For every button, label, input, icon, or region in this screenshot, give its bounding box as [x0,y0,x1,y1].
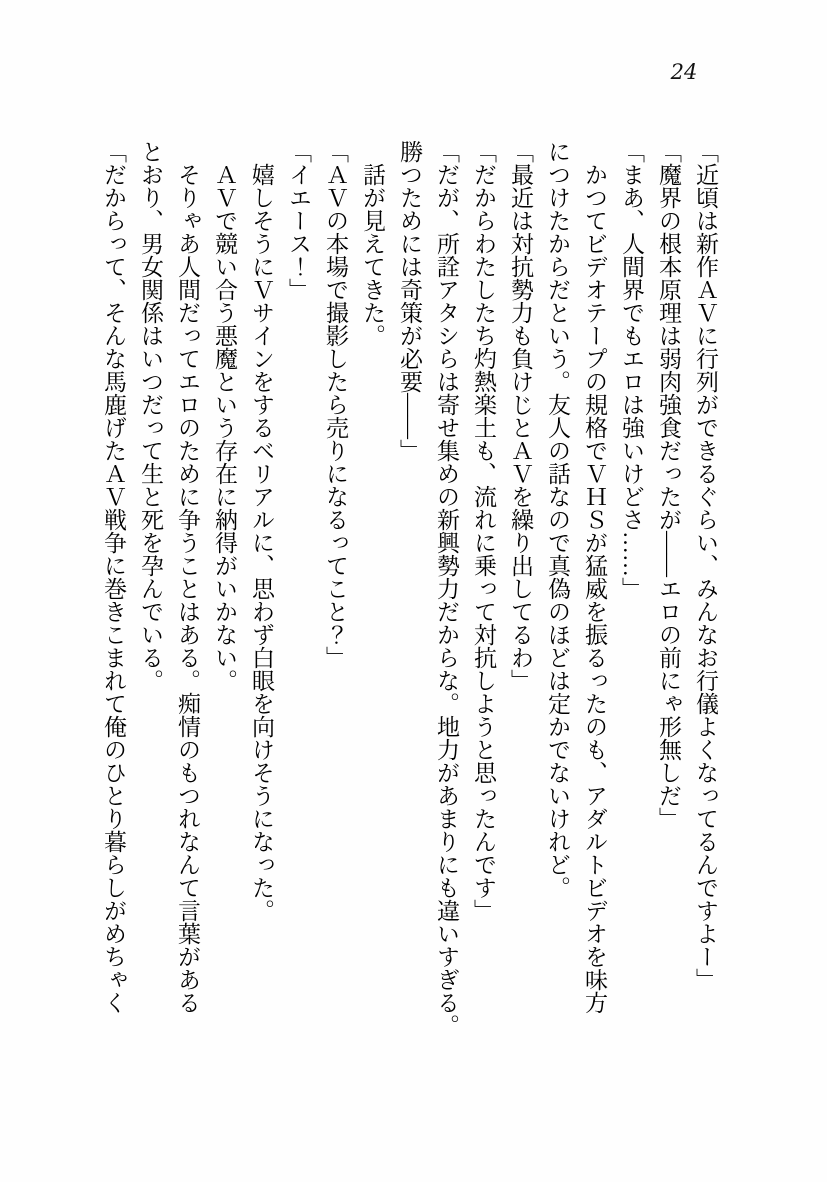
text-line: 「だからって、そんな馬鹿げたＡＶ戦争に巻きこまれて俺のひとり暮らしがめちゃく [101,140,126,1014]
text-line: 「だからわたしたち灼熱楽土も、流れに乗って対抗しようと思ったんです」 [471,140,496,922]
text-line: 「近頃は新作ＡＶに行列ができるぐらい、みんなお行儀よくなってるんですよー」 [693,140,718,991]
text-line: 勝つためには奇策が必要――」 [397,140,422,462]
text-line: かつてビデオテープの規格でＶＨＳが猛威を振るったのも、アダルトビデオを味方 [582,140,607,1014]
text-line: 「魔界の根本原理は弱肉強食だったが――エロの前にゃ形無しだ」 [656,140,681,830]
text-block [94,140,724,1040]
text-line: 「まあ、人間界でもエロは強いけどさ……」 [619,140,644,600]
page-number: 24 [670,60,698,84]
text-line: 話が見えてきた。 [360,140,385,347]
text-line: ＡＶで競い合う悪魔という存在に納得がいかない。 [212,140,237,692]
text-line: 「最近は対抗勢力も負けじとＡＶを繰り出してるわ」 [508,140,533,692]
text-line: 「だが、所詮アタシらは寄せ集めの新興勢力だからな。地力があまりにも違いすぎる。 [434,140,459,1037]
text-line: 「ＡＶの本場で撮影したら売りになるってこと？」 [323,140,348,669]
text-line: とおり、男女関係はいつだって生と死を孕んでいる。 [138,140,163,692]
text-line: 嬉しそうにＶサインをするベリアルに、思わず白眼を向けそうになった。 [249,140,274,922]
text-line: 「イエース！」 [286,140,311,301]
text-line: につけたからだという。友人の話なので真偽のほどは定かでないけれど。 [545,140,570,899]
text-line: そりゃあ人間だってエロのために争うことはある。痴情のもつれなんて言葉がある [175,140,200,1014]
